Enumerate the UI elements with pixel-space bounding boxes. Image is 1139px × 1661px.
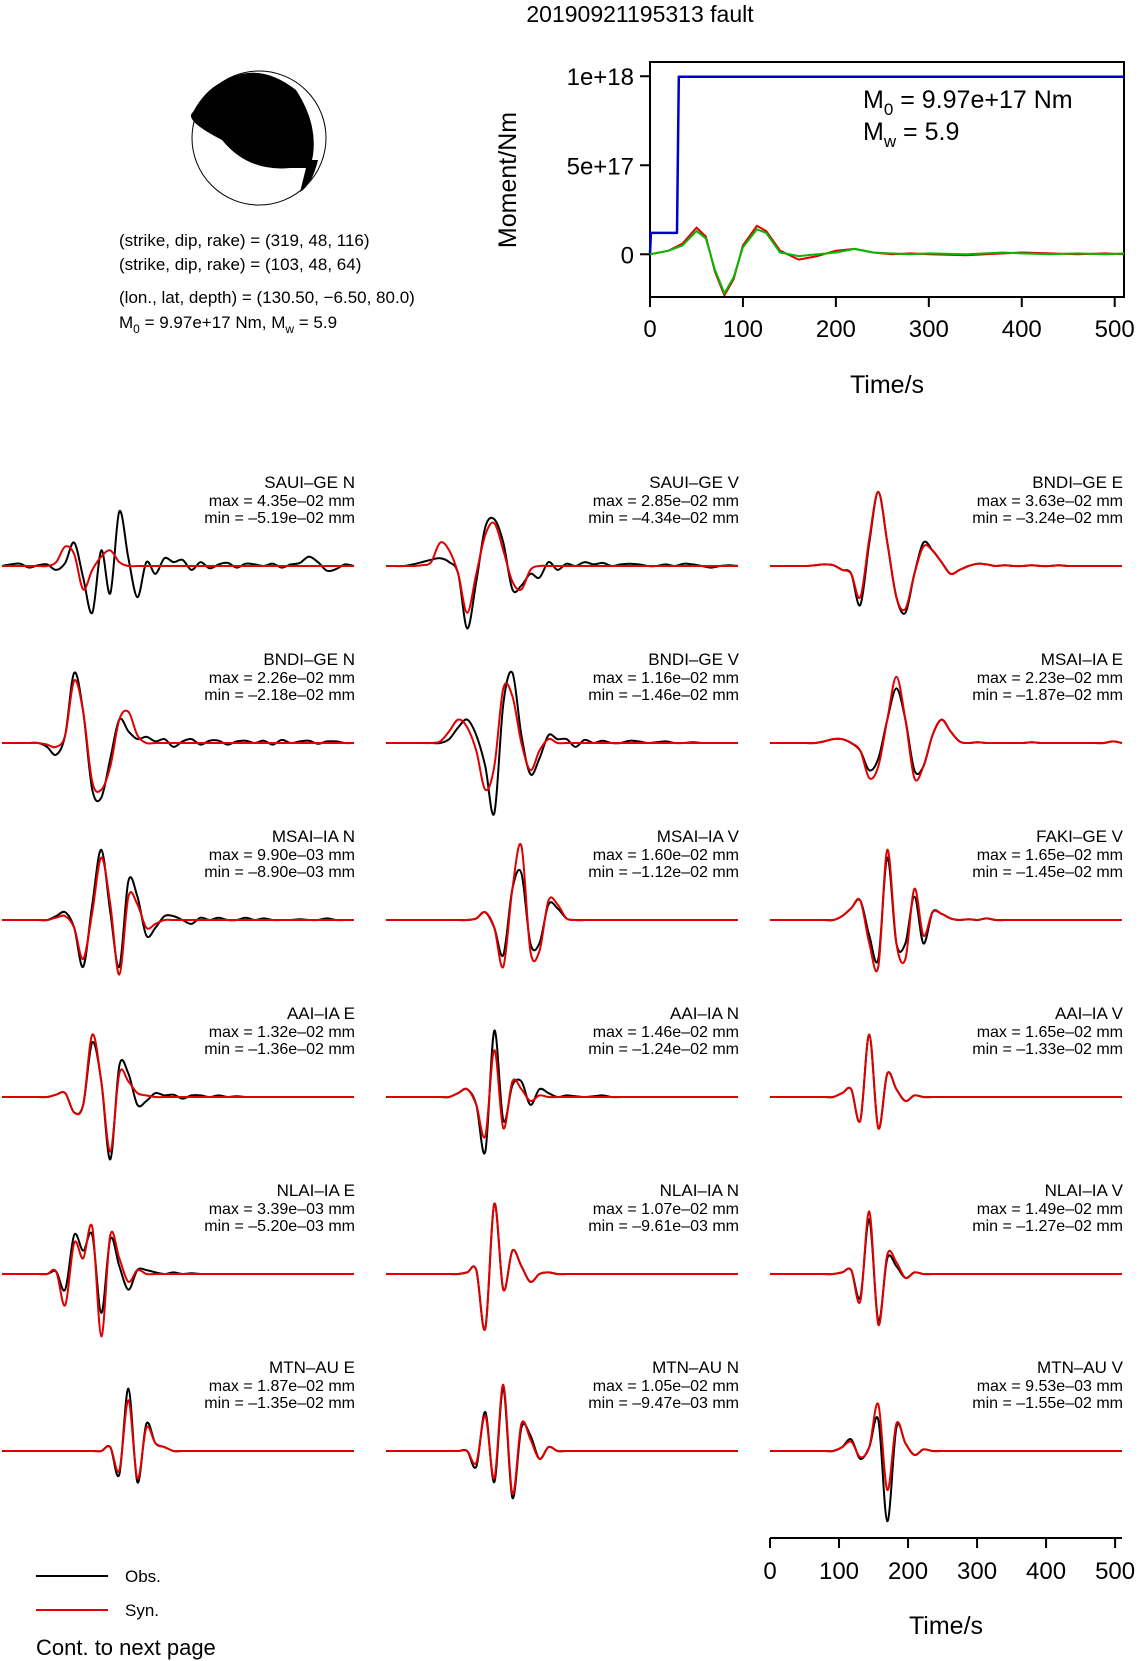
station-max: max = 1.07e–02 mm bbox=[592, 1201, 739, 1218]
station-name: BNDI–GE E bbox=[1032, 473, 1123, 492]
waveform-xtick-label: 200 bbox=[888, 1558, 929, 1585]
station-name: BNDI–GE V bbox=[648, 650, 739, 669]
figure-title: 20190921195313 fault bbox=[526, 1, 754, 27]
synthetic-trace bbox=[386, 1050, 738, 1137]
waveform-panel bbox=[386, 1004, 739, 1154]
station-min: min = –9.47e–03 mm bbox=[588, 1395, 739, 1412]
moment-ylabel: Moment/Nm bbox=[494, 111, 522, 249]
station-name: AAI–IA N bbox=[670, 1004, 739, 1023]
waveform-xtick-label: 0 bbox=[763, 1558, 777, 1585]
moment-plot bbox=[494, 62, 1135, 399]
station-min: min = –1.87e–02 mm bbox=[972, 687, 1123, 704]
moment-summary: $M_0 = 9.97e+17$ Nm, $M_w = 5.9$ bbox=[119, 313, 338, 336]
station-name: SAUI–GE V bbox=[649, 473, 739, 492]
waveform-time-axis bbox=[763, 1538, 1135, 1640]
moment-series-line-2 bbox=[650, 229, 1124, 293]
station-name: NLAI–IA V bbox=[1044, 1181, 1123, 1200]
station-min: min = –4.34e–02 mm bbox=[588, 510, 739, 527]
station-max: max = 1.65e–02 mm bbox=[976, 847, 1123, 864]
station-name: MSAI–IA N bbox=[271, 827, 355, 846]
observed-trace bbox=[386, 518, 738, 629]
station-name: BNDI–GE N bbox=[263, 650, 355, 669]
moment-m0-label: $M_0 = 9.97e+17$ Nm bbox=[863, 86, 1073, 119]
waveform-xlabel: Time/s bbox=[908, 1612, 984, 1640]
moment-xtick-label: 0 bbox=[643, 316, 657, 343]
station-max: max = 1.05e–02 mm bbox=[592, 1378, 739, 1395]
legend bbox=[36, 1567, 216, 1660]
station-max: max = 9.53e–03 mm bbox=[976, 1378, 1123, 1395]
station-name: AAI–IA V bbox=[1054, 1004, 1123, 1023]
station-name: SAUI–GE N bbox=[264, 473, 355, 492]
waveform-panel bbox=[770, 473, 1123, 614]
synthetic-trace bbox=[2, 1225, 354, 1337]
station-name: MTN–AU N bbox=[652, 1358, 739, 1377]
station-min: min = –5.19e–02 mm bbox=[204, 510, 355, 527]
station-name: AAI–IA E bbox=[286, 1004, 355, 1023]
moment-xtick-label: 400 bbox=[1001, 316, 1042, 343]
waveform-panel bbox=[386, 650, 740, 815]
waveform-panel bbox=[770, 1181, 1124, 1325]
moment-xtick-label: 100 bbox=[722, 316, 763, 343]
waveform-panel bbox=[2, 1004, 355, 1159]
observed-trace bbox=[2, 1233, 354, 1313]
station-name: MSAI–IA V bbox=[656, 827, 739, 846]
waveform-panel bbox=[770, 1004, 1124, 1129]
station-name: NLAI–IA E bbox=[276, 1181, 355, 1200]
station-max: max = 9.90e–03 mm bbox=[208, 847, 355, 864]
station-min: min = –1.46e–02 mm bbox=[588, 687, 739, 704]
station-max: max = 2.23e–02 mm bbox=[976, 670, 1123, 687]
station-max: max = 1.87e–02 mm bbox=[208, 1378, 355, 1395]
waveform-panel bbox=[386, 827, 740, 968]
legend-syn-label: Syn. bbox=[125, 1601, 160, 1620]
observed-trace bbox=[770, 1417, 1122, 1521]
waveform-grid bbox=[2, 473, 1124, 1521]
moment-xtick-label: 500 bbox=[1094, 316, 1135, 343]
station-name: MSAI–IA E bbox=[1040, 650, 1123, 669]
waveform-panel bbox=[770, 1358, 1124, 1521]
station-min: min = –8.90e–03 mm bbox=[204, 864, 355, 881]
station-min: min = –1.33e–02 mm bbox=[972, 1041, 1123, 1058]
waveform-panel bbox=[770, 827, 1124, 971]
waveform-xtick-label: 100 bbox=[818, 1558, 860, 1585]
legend-obs-label: Obs. bbox=[125, 1567, 161, 1586]
moment-ytick-label: 5e+17 bbox=[566, 153, 634, 181]
waveform-panel bbox=[2, 650, 355, 801]
station-min: min = –1.24e–02 mm bbox=[588, 1041, 739, 1058]
station-min: min = –1.12e–02 mm bbox=[588, 864, 739, 881]
station-name: FAKI–GE V bbox=[1036, 827, 1123, 846]
station-min: min = –1.55e–02 mm bbox=[972, 1395, 1123, 1412]
waveform-xtick-label: 300 bbox=[957, 1558, 998, 1585]
waveform-xtick-label: 400 bbox=[1026, 1558, 1067, 1585]
station-max: max = 1.65e–02 mm bbox=[976, 1024, 1123, 1041]
station-max: max = 1.46e–02 mm bbox=[592, 1024, 739, 1041]
waveform-xtick-label: 500 bbox=[1095, 1558, 1136, 1585]
observed-trace bbox=[2, 1042, 354, 1160]
station-max: max = 3.63e–02 mm bbox=[976, 493, 1123, 510]
waveform-panel bbox=[2, 827, 355, 975]
station-min: min = –1.35e–02 mm bbox=[204, 1395, 355, 1412]
waveform-panel bbox=[2, 473, 355, 613]
station-min: min = –1.36e–02 mm bbox=[204, 1041, 355, 1058]
nodal-plane-1: (strike, dip, rake) = (319, 48, 116) bbox=[119, 231, 370, 250]
station-min: min = –2.18e–02 mm bbox=[204, 687, 355, 704]
moment-mw-label: $M_w = 5.9$ bbox=[863, 118, 960, 151]
nodal-plane-2: (strike, dip, rake) = (103, 48, 64) bbox=[119, 255, 362, 274]
waveform-panel bbox=[386, 1181, 739, 1330]
waveform-panel bbox=[386, 1358, 739, 1498]
synthetic-trace bbox=[2, 546, 354, 590]
continuation-note: Cont. to next page bbox=[36, 1635, 216, 1660]
station-max: max = 1.60e–02 mm bbox=[592, 847, 739, 864]
station-max: max = 3.39e–03 mm bbox=[208, 1201, 355, 1218]
beachball-icon bbox=[191, 71, 326, 205]
moment-ytick-label: 1e+18 bbox=[566, 64, 634, 92]
station-name: MTN–AU E bbox=[269, 1358, 355, 1377]
station-max: max = 1.16e–02 mm bbox=[592, 670, 739, 687]
waveform-panel bbox=[2, 1358, 355, 1483]
station-name: MTN–AU V bbox=[1037, 1358, 1123, 1377]
moment-xtick-label: 300 bbox=[908, 316, 949, 343]
waveform-panel bbox=[386, 473, 740, 628]
station-max: max = 2.85e–02 mm bbox=[592, 493, 739, 510]
moment-xtick-label: 200 bbox=[815, 316, 856, 343]
waveform-panel bbox=[2, 1181, 355, 1336]
moment-xlabel: Time/s bbox=[849, 371, 925, 399]
station-max: max = 4.35e–02 mm bbox=[208, 493, 355, 510]
location-text: (lon., lat, depth) = (130.50, −6.50, 80.0) bbox=[119, 288, 415, 307]
station-min: min = –1.45e–02 mm bbox=[972, 864, 1123, 881]
synthetic-trace bbox=[2, 1400, 354, 1478]
station-min: min = –1.27e–02 mm bbox=[972, 1218, 1123, 1235]
moment-ytick-label: 0 bbox=[620, 242, 634, 270]
waveform-panel bbox=[770, 650, 1123, 781]
station-max: max = 2.26e–02 mm bbox=[208, 670, 355, 687]
station-min: min = –3.24e–02 mm bbox=[972, 510, 1123, 527]
synthetic-trace bbox=[770, 1403, 1122, 1490]
station-min: min = –5.20e–03 mm bbox=[204, 1218, 355, 1235]
station-max: max = 1.32e–02 mm bbox=[208, 1024, 355, 1041]
station-min: min = –9.61e–03 mm bbox=[588, 1218, 739, 1235]
station-max: max = 1.49e–02 mm bbox=[976, 1201, 1123, 1218]
station-name: NLAI–IA N bbox=[659, 1181, 739, 1200]
